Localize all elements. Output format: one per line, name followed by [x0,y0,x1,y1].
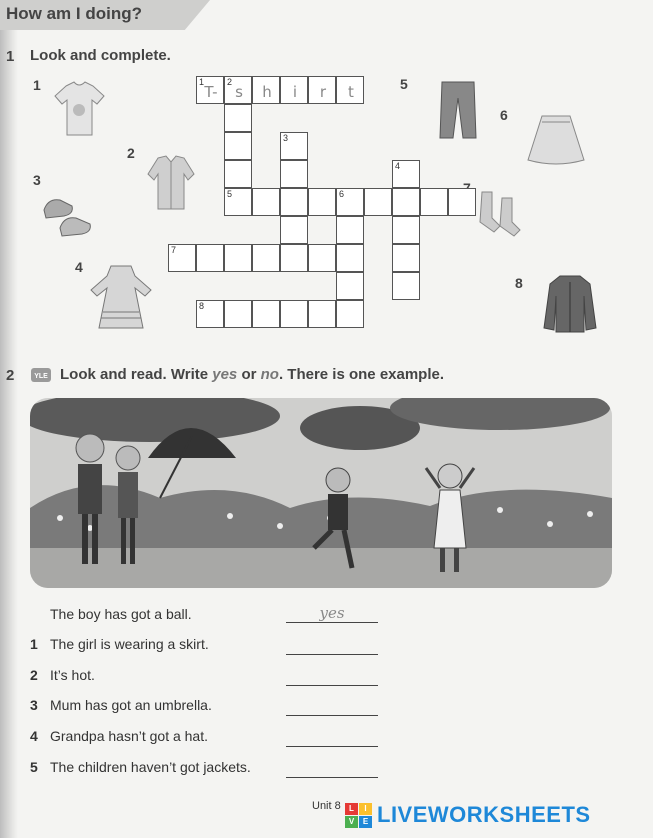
crossword-cell[interactable] [224,188,252,216]
crossword-cell[interactable] [336,300,364,328]
crossword-cell[interactable] [252,300,280,328]
jacket-picture [540,272,600,336]
statement-1-number: 1 [30,636,38,652]
section-2-title-part1: Look and read. Write [60,366,213,383]
crossword-cell [252,76,280,104]
statement-2-number: 2 [30,667,38,683]
crossword-cell [280,76,308,104]
crossword-cell [224,76,252,104]
example-statement: The boy has got a ball. [50,606,192,622]
shirt-picture [146,154,196,212]
section-2-title-or: or [237,366,261,383]
crossword-clue-number: 2 [227,77,233,87]
example-answer-line [286,606,378,623]
park-scene-picture [30,398,612,588]
crossword-cell[interactable] [392,216,420,244]
crossword-cell[interactable] [308,244,336,272]
crossword-cell[interactable] [336,216,364,244]
crossword-cell[interactable] [280,244,308,272]
answer-field-1[interactable] [286,638,378,655]
crossword-cell[interactable] [392,272,420,300]
crossword-cell[interactable] [392,160,420,188]
crossword-cell[interactable] [336,188,364,216]
exam-badge-label: YLE [34,373,48,380]
crossword-cell[interactable] [448,188,476,216]
logo-cell-i: I [359,803,372,815]
picture-label-6: 6 [500,107,508,123]
crossword-example-letter: t [348,83,354,101]
crossword-cell[interactable] [420,188,448,216]
page-header [0,0,653,32]
crossword-cell[interactable] [280,188,308,216]
crossword-cell[interactable] [308,300,336,328]
crossword-cell[interactable] [280,216,308,244]
socks-picture [472,188,528,240]
section-2-title-yes: yes [212,366,238,383]
picture-label-5: 5 [400,76,408,92]
crossword-example-letter: s [235,83,243,101]
answer-field-4[interactable] [286,730,378,747]
crossword-cell[interactable] [336,244,364,272]
park-scene-illustration [30,398,612,588]
crossword-cell[interactable] [252,188,280,216]
crossword-cell [196,76,224,104]
page-binding-edge [0,0,18,838]
statement-5-text: The children haven’t got jackets. [50,759,251,775]
statement-4-number: 4 [30,728,38,744]
exam-badge-icon [30,367,52,383]
picture-label-1: 1 [33,77,41,93]
picture-label-8: 8 [515,275,523,291]
logo-cell-l: L [345,803,358,815]
shoes-picture [40,190,98,242]
crossword-example-letter: T- [204,83,218,101]
logo-cell-v: V [345,816,358,828]
crossword-cell[interactable] [196,300,224,328]
statement-3-text: Mum has got an umbrella. [50,697,212,713]
crossword-cell [336,76,364,104]
crossword-cell[interactable] [392,188,420,216]
crossword-cell[interactable] [280,132,308,160]
crossword-cell[interactable] [224,300,252,328]
crossword-cell[interactable] [280,160,308,188]
crossword-cell[interactable] [224,160,252,188]
skirt-picture [524,110,588,170]
liveworksheets-logo-icon [345,803,373,829]
answer-field-5[interactable] [286,761,378,778]
trousers-picture [436,78,480,142]
crossword-cell[interactable] [364,188,392,216]
section-1-number: 1 [6,48,15,65]
picture-label-2: 2 [127,145,135,161]
crossword-clue-number: 8 [199,301,205,311]
crossword-cell[interactable] [168,244,196,272]
crossword-cell[interactable] [308,188,336,216]
statement-2-text: It’s hot. [50,667,95,683]
crossword-example-letter: i [292,83,298,101]
crossword-cell[interactable] [280,300,308,328]
dress-picture [85,262,157,332]
answer-field-2[interactable] [286,669,378,686]
crossword-cell[interactable] [196,244,224,272]
crossword-cell[interactable] [224,132,252,160]
tshirt-picture [52,80,107,138]
liveworksheets-brand: LIVEWORKSHEETS [377,802,591,827]
example-answer: yes [319,604,345,622]
section-2-title [60,366,444,383]
crossword-clue-number: 4 [395,161,401,171]
liveworksheets-logo [345,803,645,829]
picture-label-3: 3 [33,172,41,188]
crossword-example-letter: r [319,83,327,101]
logo-cell-e: E [359,816,372,828]
statement-4-text: Grandpa hasn’t got a hat. [50,728,208,744]
crossword-cell[interactable] [252,244,280,272]
section-2-number: 2 [6,367,15,384]
statement-5-number: 5 [30,759,38,775]
answer-field-3[interactable] [286,699,378,716]
section-2-title-part2: . There is one example. [278,366,445,383]
crossword-clue-number: 5 [227,189,233,199]
crossword-cell[interactable] [224,104,252,132]
crossword-clue-number: 6 [339,189,345,199]
statement-1-text: The girl is wearing a skirt. [50,636,209,652]
unit-label: Unit 8 [312,800,341,812]
section-1-title: Look and complete. [30,47,171,64]
picture-label-4: 4 [75,259,83,275]
crossword-clue-number: 7 [171,245,177,255]
crossword-example-letter: h [262,83,272,101]
section-2-title-no: no [260,366,279,383]
crossword-cell[interactable] [224,244,252,272]
page-title: How am I doing? [6,4,142,23]
crossword-cell[interactable] [336,272,364,300]
crossword-clue-number: 3 [283,133,289,143]
statement-3-number: 3 [30,697,38,713]
crossword-cell[interactable] [392,244,420,272]
crossword-clue-number: 1 [199,77,205,87]
crossword-cell [308,76,336,104]
